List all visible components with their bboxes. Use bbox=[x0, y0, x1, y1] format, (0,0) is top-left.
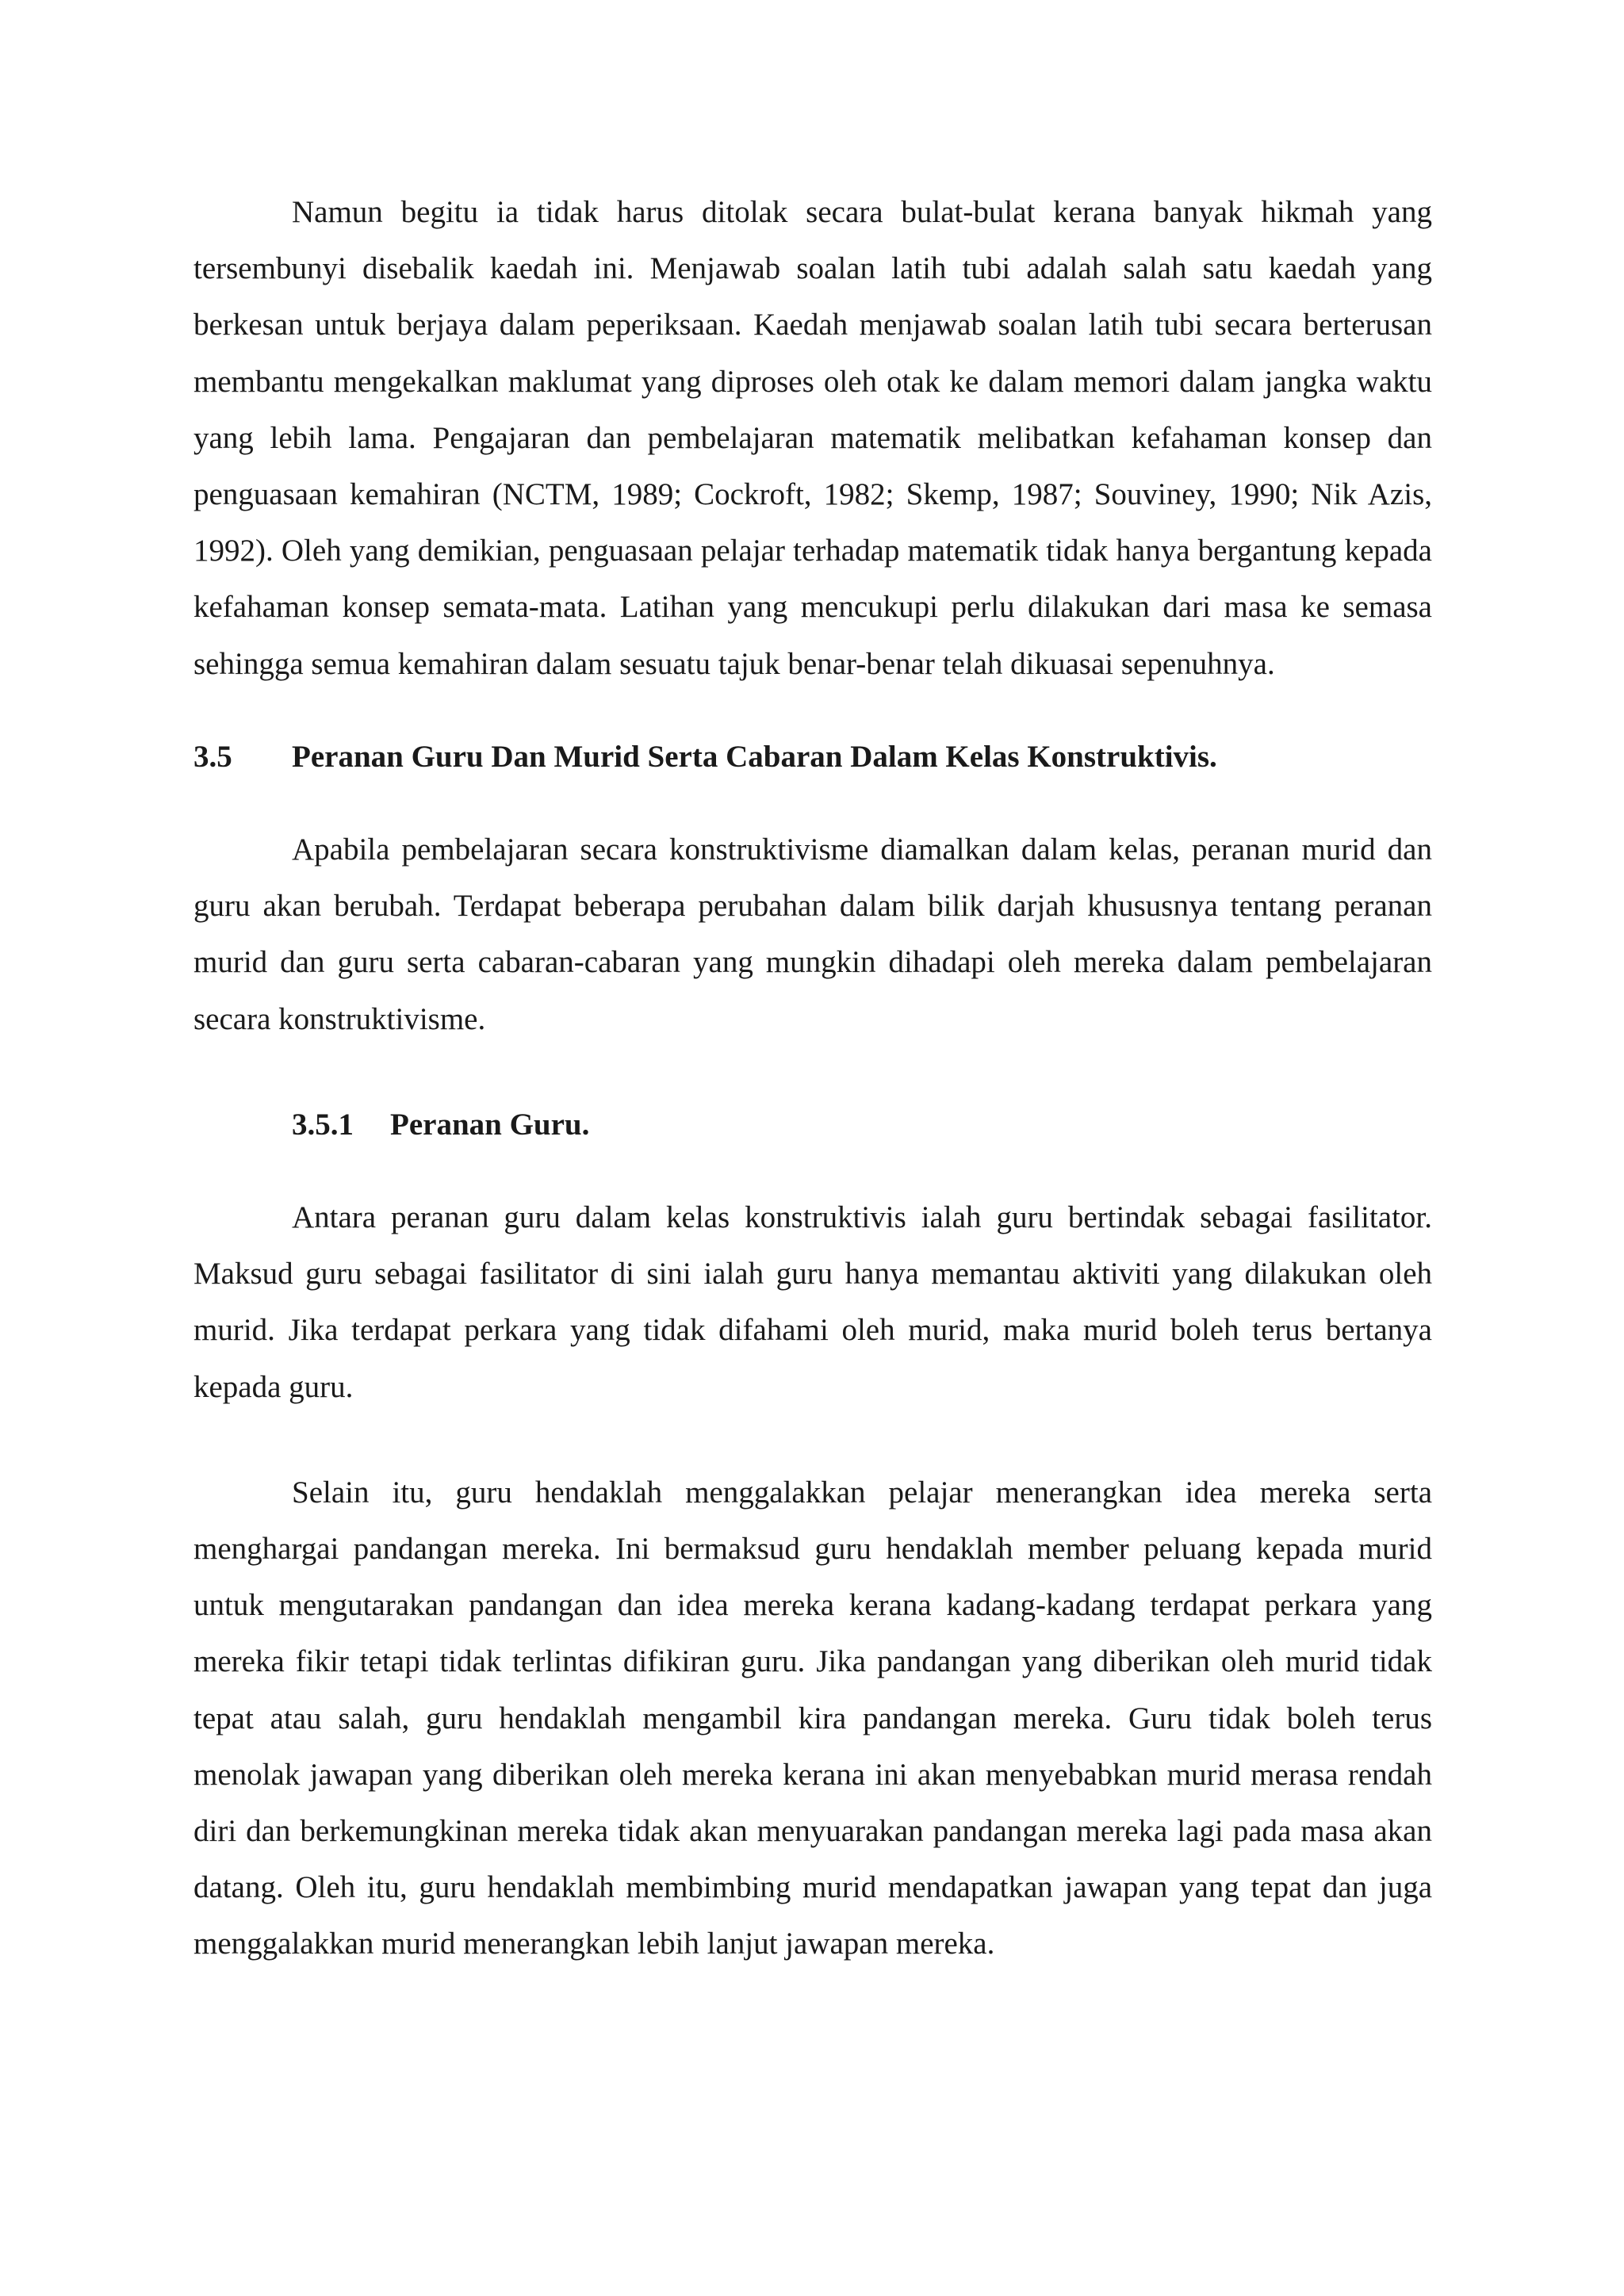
paragraph-drill-practice: Namun begitu ia tidak harus ditolak secara bulat-bulat kerana banyak hikmah yang tersembunyi disebalik kaedah ini. Menjawab soalan latih tubi adalah salah satu kaedah yang berkesan untuk berjaya dalam peperiksaan. Kaedah menjawab soalan latih tubi secara berterusan membantu mengekalkan maklumat yang diproses oleh otak ke dalam memori dalam jangka waktu yang lebih lama. Pengajaran dan pembelajaran matematik melibatkan kefahaman konsep dan penguasaan kemahiran (NCTM, 1989; Cockroft, 1982; Skemp, 1987; Souviney, 1990; Nik Azis, 1992). Oleh yang demikian, penguasaan pelajar terhadap matematik tidak hanya bergantung kepada kefahaman konsep semata-mata. Latihan yang mencukupi perlu dilakukan dari masa ke semasa sehingga semua kemahiran dalam sesuatu tajuk benar-benar telah dikuasai sepenuhnya. bbox=[193, 195, 1432, 681]
subsection-heading-3-5-1 bbox=[193, 1096, 1432, 1153]
section-number: 3.5 bbox=[193, 739, 232, 774]
subsection-number: 3.5.1 bbox=[292, 1107, 354, 1142]
paragraph-teacher-facilitator: Antara peranan guru dalam kelas konstruktivis ialah guru bertindak sebagai fasilitator. Maksud guru sebagai fasilitator di sini ialah guru hanya memantau aktiviti yang dilakukan oleh murid. Jika terdapat perkara yang tidak difahami oleh murid, maka murid boleh terus bertanya kepada guru. bbox=[193, 1200, 1432, 1404]
section-heading-3-5 bbox=[193, 729, 1432, 785]
document-page bbox=[193, 184, 1432, 1973]
paragraph-constructivism-roles: Apabila pembelajaran secara konstruktivisme diamalkan dalam kelas, peranan murid dan guru akan berubah. Terdapat beberapa perubahan dalam bilik darjah khususnya tentang peranan murid dan guru serta cabaran-cabaran yang mungkin dihadapi oleh mereka dalam pembelajaran secara konstruktivisme. bbox=[193, 832, 1432, 1036]
paragraph-teacher-encourage: Selain itu, guru hendaklah menggalakkan pelajar menerangkan idea mereka serta menghargai pandangan mereka. Ini bermaksud guru hendaklah member peluang kepada murid untuk mengutarakan pandangan dan idea mereka kerana kadang-kadang terdapat perkara yang mereka fikir tetapi tidak terlintas difikiran guru. Jika pandangan yang diberikan oleh murid tidak tepat atau salah, guru hendaklah mengambil kira pandangan mereka. Guru tidak boleh terus menolak jawapan yang diberikan oleh mereka kerana ini akan menyebabkan murid merasa rendah diri dan berkemungkinan mereka tidak akan menyuarakan pandangan mereka lagi pada masa akan datang. Oleh itu, guru hendaklah membimbing murid mendapatkan jawapan yang tepat dan juga menggalakkan murid menerangkan lebih lanjut jawapan mereka. bbox=[193, 1475, 1432, 1961]
section-title: Peranan Guru Dan Murid Serta Cabaran Dalam Kelas Konstruktivis. bbox=[292, 739, 1217, 774]
subsection-title: Peranan Guru. bbox=[390, 1107, 590, 1142]
